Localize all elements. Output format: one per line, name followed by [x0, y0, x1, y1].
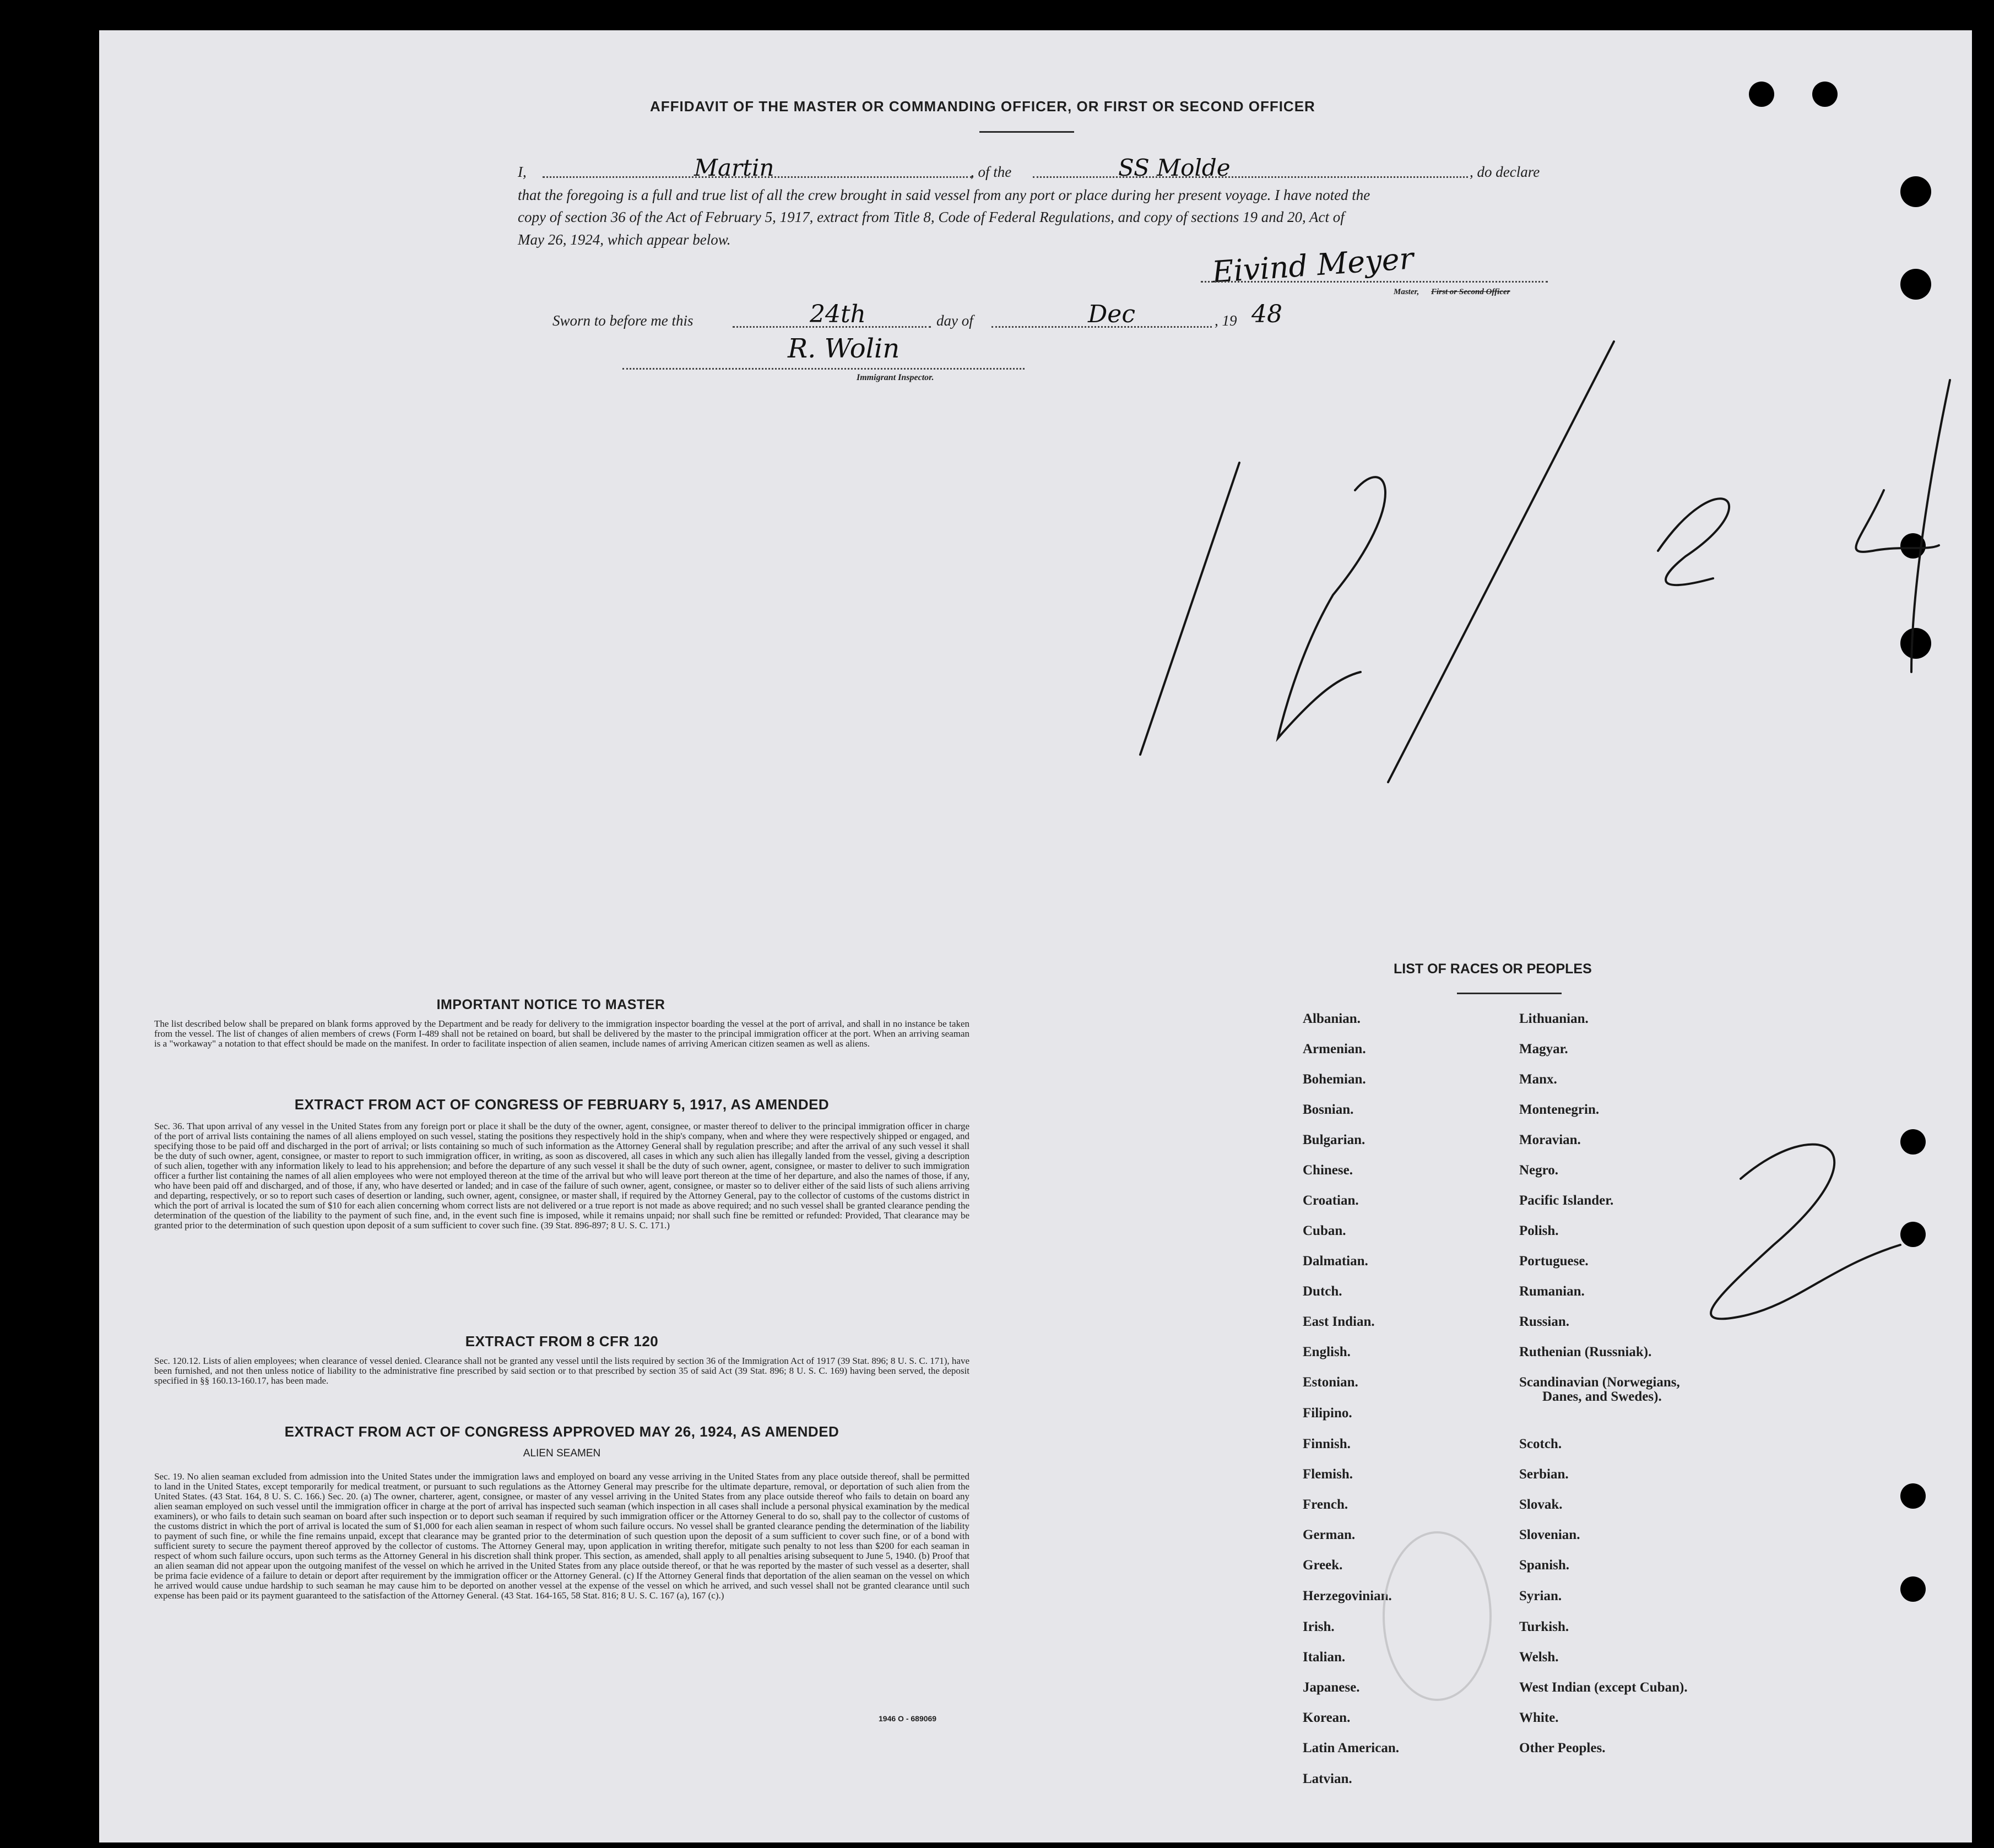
extract-1917-title: EXTRACT FROM ACT OF CONGRESS OF FEBRUARY 5, 1917, AS AMENDED	[294, 1096, 830, 1113]
race-right-item: Syrian.	[1519, 1589, 1562, 1603]
i-label: I,	[518, 164, 527, 180]
declaration-line-3: copy of section 36 of the Act of February 5, 1917, extract from Title 8, Code of Federal Regulations, and copy of sections 19 and 20, Act of	[518, 209, 1345, 225]
race-right-item: Danes, and Swedes).	[1542, 1389, 1662, 1404]
race-left-item: Filipino.	[1303, 1406, 1352, 1421]
race-right-item: Manx.	[1519, 1072, 1557, 1087]
race-left-item: Estonian.	[1303, 1375, 1358, 1390]
affidavit-title: AFFIDAVIT OF THE MASTER OR COMMANDING OFFICER, OR FIRST OR SECOND OFFICER	[650, 98, 1315, 115]
extract-1924-text: Sec. 19. No alien seaman excluded from admission into the United States under the immigration laws and employed on board any vesse arriving in the United States from any place outside thereof, shall be permitted to land in the United States, except temporarily for medical treatment, or pursuant to such regulations as the Attorney General may prescribe for the ultimate departure, removal, or deportation of such alien from the United States. (43 Stat. 164, 8 U. S. C. 166.) Sec. 20. (a) The owner, charterer, agent, consignee, or master of any vessel arriving in the United States from any place outside thereof who fails to detain on board any alien seaman employed on such vessel until the immigration officer in charge at the port of arrival has inspected such seaman (which inspection in all cases shall include a personal physical examination by the medical examiners), or who fails to detain such seaman on board after such inspection or to deport such seaman if required by such immigration officer or the Attorney General to do so, shall pay to the collector of customs of the customs district in which the port of arrival is located the sum of $1,000 for each alien seaman in respect of whom such failure occurs. No vessel shall be granted clearance pending the determination of the liability to payment of such fine, or while the fine remains unpaid, except that clearance may be granted prior to the determination of such question upon the deposit of a sum sufficient to cover such fine, or of a bond with sufficient surety to secure the payment thereof approved by the collector of customs. The Attorney General may, upon application in writing therefor, mitigate such penalty to not less than $200 for each seaman in respect of whom such failure occurs, upon such terms as the Attorney General in his discretion shall think proper. This section, as amended, shall apply to all penalties arising subsequent to June 5, 1940. (b) Proof that an alien seaman did not appear upon the outgoing manifest of the vessel on which he arrived in the United States from any place outside thereof, or that he was reported by the master of such vessel as a deserter, shall be prima facie evidence of a failure to detain or deport after requirement by the immigration officer or the Attorney General. (c) If the Attorney General finds that deportation of the alien seaman on the vessel on which he arrived would cause undue hardship to such seaman he may cause him to be deported on another vessel at the expense of the vessel on which he arrived, and such vessel shall not be granted clearance until such expense has been paid or its payment guaranteed to the satisfaction of the Attorney General. (43 Stat. 164-165, 58 Stat. 816; 8 U. S. C. 167 (a), 167 (c).)	[154, 1471, 969, 1601]
struck-officer-label: First or Second Officer	[1431, 288, 1510, 296]
race-left-item: Albanian.	[1303, 1011, 1361, 1026]
vessel-line	[1033, 176, 1468, 178]
extract-1924-subtitle: ALIEN SEAMEN	[523, 1448, 601, 1459]
race-left-item: Latvian.	[1303, 1771, 1352, 1786]
race-left-item: Bulgarian.	[1303, 1132, 1366, 1147]
day-handwritten: 24th	[810, 300, 866, 328]
race-right-item: Spanish.	[1519, 1558, 1570, 1573]
race-right-item: Slovak.	[1519, 1497, 1563, 1512]
stroke-slash-1	[1140, 463, 1239, 755]
declaration-line-4: May 26, 1924, which appear below.	[518, 231, 731, 248]
race-right-item: White.	[1519, 1710, 1559, 1725]
print-code: 1946 O - 689069	[879, 1714, 937, 1723]
extract-1924-title: EXTRACT FROM ACT OF CONGRESS APPROVED MAY 26, 1924, AS AMENDED	[284, 1423, 839, 1440]
year-prefix: , 19	[1215, 312, 1237, 329]
inspector-label: Immigrant Inspector.	[857, 373, 934, 382]
race-left-item: Flemish.	[1303, 1467, 1353, 1482]
vessel-name-handwritten: SS Molde	[1118, 154, 1231, 181]
race-left-item: Chinese.	[1303, 1163, 1353, 1178]
punch-hole	[1749, 82, 1774, 107]
race-right-item: Ruthenian (Russniak).	[1519, 1345, 1652, 1359]
race-right-item: Moravian.	[1519, 1132, 1581, 1147]
declaration-line-2: that the foregoing is a full and true list of all the crew brought in said vessel from any port or place during her present voyage. I have noted the	[518, 187, 1370, 203]
race-left-item: East Indian.	[1303, 1314, 1375, 1329]
signature-line	[1201, 281, 1548, 283]
stroke-side-two	[1711, 1145, 1900, 1319]
race-right-item: Turkish.	[1519, 1619, 1569, 1634]
punch-hole	[1900, 176, 1931, 207]
month-handwritten: Dec	[1088, 300, 1135, 328]
race-left-item: German.	[1303, 1527, 1356, 1542]
inspector-signature: R. Wolin	[788, 333, 900, 364]
race-right-item: Negro.	[1519, 1163, 1559, 1178]
race-left-item: Cuban.	[1303, 1223, 1346, 1238]
race-right-item: Russian.	[1519, 1314, 1570, 1329]
race-right-item: Serbian.	[1519, 1467, 1569, 1482]
race-left-item: Dalmatian.	[1303, 1254, 1368, 1269]
stroke-four	[1856, 380, 1950, 672]
race-left-item: Finnish.	[1303, 1437, 1351, 1451]
race-left-item: Greek.	[1303, 1558, 1343, 1573]
notice-text: The list described below shall be prepared on blank forms approved by the Department and be ready for delivery to the immigration inspector boarding the vessel at the port of arrival, and shall in no instance be taken from the vessel. The list of changes of alien members of crews (Form I-489 shall not be retained on board, but shall be delivered by the master to the principal immigration officer at the port. When an arriving seaman is a "workaway" a notation to that effect should be made on the manifest. In order to facilitate inspection of alien seamen, include names of arriving American citizen seamen as well as aliens.	[154, 1018, 969, 1049]
stroke-two-2	[1658, 498, 1729, 585]
year-handwritten: 48	[1251, 300, 1282, 328]
race-left-item: Latin American.	[1303, 1741, 1399, 1755]
race-left-item: Bohemian.	[1303, 1072, 1366, 1087]
race-right-item: Magyar.	[1519, 1042, 1568, 1056]
race-left-item: Italian.	[1303, 1650, 1346, 1665]
extract-8cfr-text: Sec. 120.12. Lists of alien employees; when clearance of vessel denied. Clearance shall not be granted any vessel until the lists required by section 36 of the Immigration Act of 1917 (39 Stat. 896; 8 U. S. C. 171), have been furnished, and not then unless notice of liability to the administrative fine prescribed by said section or to that prescribed by section 35 of said Act (39 Stat. 896; 8 U. S. C. 169) having been served, the deposit specified in §§ 160.13-160.17, has been made.	[154, 1356, 969, 1386]
race-right-item: Portuguese.	[1519, 1254, 1589, 1269]
race-right-item: Welsh.	[1519, 1650, 1559, 1665]
race-left-item: Irish.	[1303, 1619, 1335, 1634]
race-left-item: Herzegovinian.	[1303, 1589, 1392, 1603]
race-right-item: Polish.	[1519, 1223, 1559, 1238]
race-right-item: Pacific Islander.	[1519, 1193, 1614, 1208]
race-left-item: French.	[1303, 1497, 1348, 1512]
race-right-item: Other Peoples.	[1519, 1741, 1606, 1755]
stroke-slash-2	[1388, 342, 1614, 782]
race-right-item: Slovenian.	[1519, 1527, 1580, 1542]
races-title-underline	[1457, 993, 1562, 994]
race-right-item: Rumanian.	[1519, 1284, 1585, 1299]
race-right-item: Scandinavian (Norwegians,	[1519, 1375, 1680, 1390]
master-name-handwritten: Martin	[694, 154, 774, 181]
race-left-item: Japanese.	[1303, 1680, 1360, 1695]
notice-title: IMPORTANT NOTICE TO MASTER	[436, 997, 665, 1012]
race-right-item: Lithuanian.	[1519, 1011, 1589, 1026]
race-right-item: Montenegrin.	[1519, 1102, 1600, 1117]
extract-8cfr-title: EXTRACT FROM 8 CFR 120	[465, 1333, 659, 1350]
race-left-item: Dutch.	[1303, 1284, 1342, 1299]
inspector-line	[622, 368, 1025, 370]
race-left-item: Croatian.	[1303, 1193, 1359, 1208]
stroke-two-1	[1278, 477, 1385, 738]
race-left-item: English.	[1303, 1345, 1351, 1359]
race-left-item: Bosnian.	[1303, 1102, 1354, 1117]
title-underline	[979, 131, 1074, 133]
race-left-item: Armenian.	[1303, 1042, 1366, 1056]
extract-1917-text: Sec. 36. That upon arrival of any vessel in the United States from any foreign port or place it shall be the duty of the owner, agent, consignee, or master thereof to deliver to the principal immigration officer in charge of the port of arrival lists containing the names of all aliens employed on such vessel, stating the positions they respectively hold in the ship's company, when and where they were respectively shipped or engaged, and specifying those to be paid off and discharged in the port of arrival; or lists containing so much of such information as the Attorney General shall by regulation prescribe; and after the arrival of any such vessel it shall be the duty of such owner, agent, consignee, or master to report to such immigration officer, in writing, as soon as discovered, all cases in which any such alien has illegally landed from the vessel, giving a description of such alien, together with any information likely to lead to his apprehension; and before the departure of any such vessel it shall be the duty of such owner, agent, consignee, or master to deliver to such immigration officer a further list containing the names of all alien employees who were not employed thereon at the time of the arrival but who will leave port thereon at the time of her departure, and also the names of those, if any, who have been paid off and discharged, and of those, if any, who have deserted or landed; and in case of the failure of such owner, agent, consignee, or master so to deliver either of the said lists of such aliens arriving and departing, respectively, or so to report such cases of desertion or landing, such owner, agent, consignee, or master shall, if required by the Attorney General, pay to the collector of customs of the customs district in which the port of arrival is located the sum of $10 for each alien concerning whom correct lists are not delivered or a true report is not made as above required; and no such vessel shall be granted clearance pending the determination of the question of the liability to the payment of such fine, and, in the event such fine is imposed, while it remains unpaid; nor shall such fine be remitted or refunded: Provided, That clearance may be granted prior to the determination of such question upon deposit of a sum sufficient to cover such fine. (39 Stat. 896-897; 8 U. S. C. 171.)	[154, 1121, 969, 1231]
master-signature: Eivind Meyer	[1211, 241, 1415, 290]
race-right-item: Scotch.	[1519, 1437, 1562, 1451]
punch-hole	[1900, 1576, 1926, 1602]
races-title: LIST OF RACES OR PEOPLES	[1394, 961, 1592, 977]
master-label: Master,	[1394, 288, 1419, 296]
of-the-label: , of the	[971, 164, 1012, 180]
sworn-label: Sworn to before me this	[552, 312, 693, 329]
race-left-item: Korean.	[1303, 1710, 1351, 1725]
punch-hole	[1900, 1483, 1926, 1509]
do-declare-label: , do declare	[1470, 164, 1540, 180]
day-of-label: day of	[936, 312, 973, 329]
punch-hole	[1812, 82, 1838, 107]
punch-hole	[1900, 269, 1931, 300]
race-right-item: West Indian (except Cuban).	[1519, 1680, 1688, 1695]
faded-stamp	[1383, 1531, 1492, 1701]
